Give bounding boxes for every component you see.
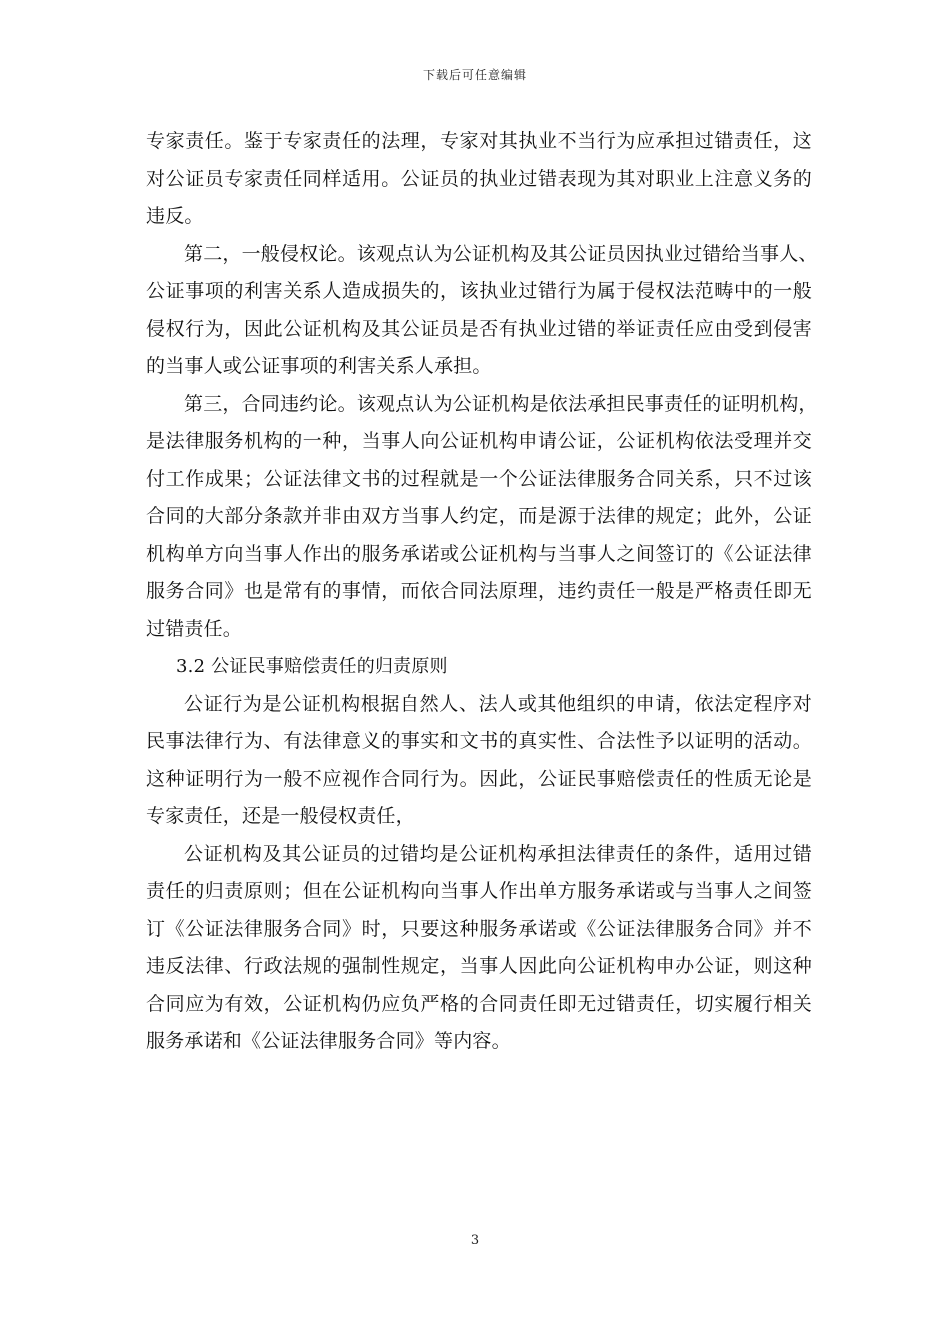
- text-line: 服务合同》也是常有的事情，而依合同法原理，违约责任一般是严格责任即无: [146, 580, 812, 602]
- text-line: 是法律服务机构的一种，当事人向公证机构申请公证，公证机构依法受理并交: [146, 430, 812, 452]
- text-line: 违反法律、行政法规的强制性规定，当事人因此向公证机构申办公证，则这种: [146, 955, 812, 977]
- text-line: 第二，一般侵权论。该观点认为公证机构及其公证员因执业过错给当事人、: [184, 242, 818, 265]
- page-header: 下载后可任意编辑: [422, 68, 527, 82]
- text-line: 专家责任。鉴于专家责任的法理，专家对其执业不当行为应承担过错责任，这: [146, 130, 812, 152]
- text-line: 订《公证法律服务合同》时，只要这种服务承诺或《公证法律服务合同》并不: [146, 917, 812, 940]
- text-line: 公证机构及其公证员的过错均是公证机构承担法律责任的条件，适用过错: [184, 842, 812, 865]
- text-line: 公证事项的利害关系人造成损失的，该执业过错行为属于侵权法范畴中的一般: [146, 280, 812, 302]
- text-line: 过错责任。: [146, 617, 243, 640]
- text-line: 付工作成果；公证法律文书的过程就是一个公证法律服务合同关系，只不过该: [146, 467, 812, 490]
- text-line: 第三，合同违约论。该观点认为公证机构是依法承担民事责任的证明机构，: [184, 392, 818, 415]
- text-line: 民事法律行为、有法律意义的事实和文书的真实性、合法性予以证明的活动。: [146, 730, 812, 752]
- text-line: 机构单方向当事人作出的服务承诺或公证机构与当事人之间签订的《公证法律: [146, 542, 812, 565]
- text-line: 服务承诺和《公证法律服务合同》等内容。: [146, 1030, 511, 1052]
- text-line: 的当事人或公证事项的利害关系人承担。: [146, 355, 492, 377]
- text-line: 专家责任，还是一般侵权责任，: [146, 805, 415, 827]
- document-body: [146, 123, 818, 1061]
- text-line: 违反。: [146, 205, 204, 227]
- text-line: 侵权行为，因此公证机构及其公证员是否有执业过错的举证责任应由受到侵害: [146, 317, 812, 340]
- text-line: 责任的归责原则；但在公证机构向当事人作出单方服务承诺或与当事人之间签: [146, 880, 812, 902]
- text-line: 合同的大部分条款并非由双方当事人约定，而是源于法律的规定；此外，公证: [146, 505, 812, 527]
- text-line: 对公证员专家责任同样适用。公证员的执业过错表现为其对职业上注意义务的: [146, 167, 812, 190]
- section-heading: 3.2 公证民事赔偿责任的归责原则: [176, 656, 448, 677]
- text-line: 合同应为有效，公证机构仍应负严格的合同责任即无过错责任，切实履行相关: [146, 992, 812, 1015]
- text-line: 这种证明行为一般不应视作合同行为。因此，公证民事赔偿责任的性质无论是: [146, 767, 812, 790]
- text-line: 公证行为是公证机构根据自然人、法人或其他组织的申请，依法定程序对: [184, 692, 812, 715]
- page-number: 3: [470, 1233, 480, 1248]
